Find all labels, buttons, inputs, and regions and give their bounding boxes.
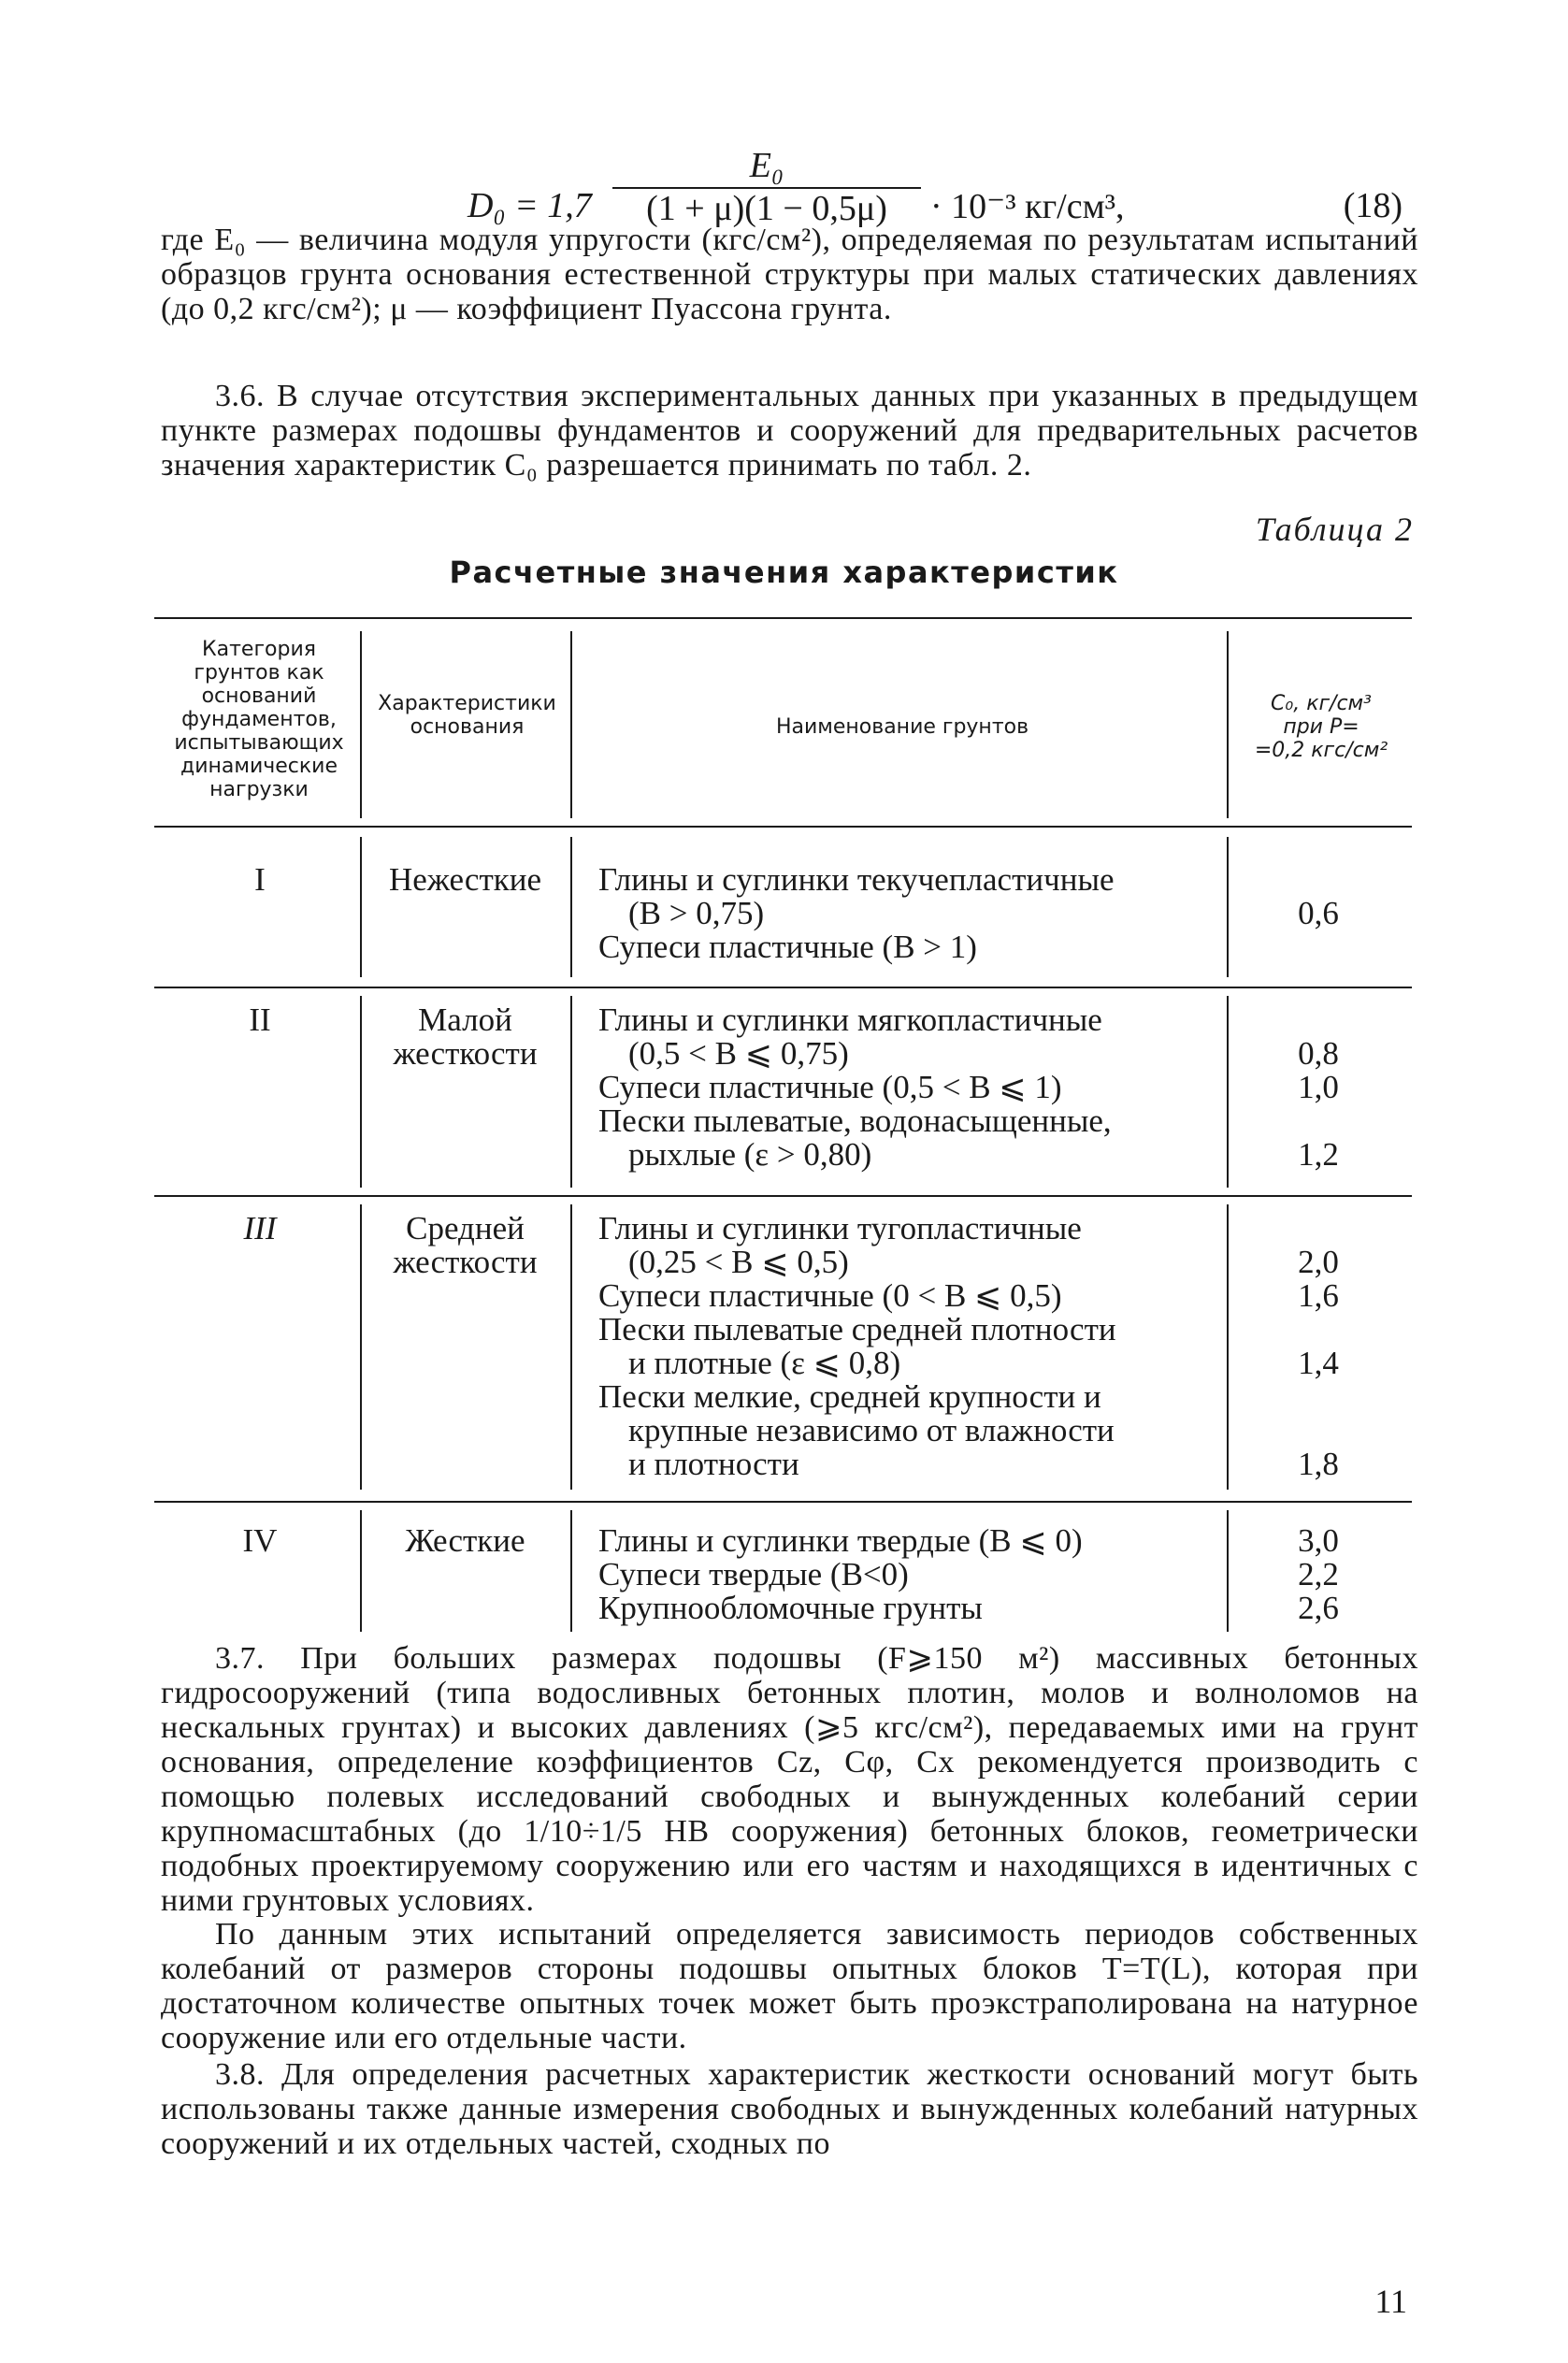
table-col-rule <box>570 996 572 1188</box>
table-col-rule <box>570 631 572 818</box>
page-number: 11 <box>1374 2283 1407 2320</box>
c0-value <box>1239 1414 1398 1448</box>
c0-value: 1,4 <box>1298 1345 1339 1381</box>
table-row-rule <box>154 987 1412 988</box>
table-title: Расчетные значения характеристик <box>449 555 1119 590</box>
soil-name: Супеси твердые (B<0) <box>598 1556 909 1592</box>
table-col-rule <box>570 1204 572 1490</box>
soil-name: (0,25 < B ⩽ 0,5) <box>628 1244 849 1280</box>
table-col-rule <box>1227 837 1229 977</box>
row-3-names <box>598 1212 1206 1481</box>
row-4-names <box>598 1524 1206 1625</box>
row-2-characteristic: Малой жесткости <box>393 1001 538 1072</box>
soil-name: (B > 0,75) <box>628 895 765 931</box>
table-number: Таблица 2 <box>1255 511 1414 548</box>
header-characteristic: Характеристики основания <box>378 692 556 739</box>
header-names: Наименование грунтов <box>775 715 1029 739</box>
c0-value: 0,6 <box>1298 895 1339 931</box>
row-2-names <box>598 1003 1206 1172</box>
c0-value <box>1239 1003 1398 1037</box>
c0-value: 1,8 <box>1298 1446 1339 1482</box>
paragraph-test-data: По данным этих испытаний определяется зависимость периодов собственных колебаний от размеров стороны подошвы опытных блоков T=T(L), которая при достаточном количестве опытных точек может быть проэкстраполирована на натурное сооружение или его отдельные части. <box>161 1917 1418 2055</box>
c0-value <box>1239 1212 1398 1246</box>
table-col-rule <box>360 996 362 1188</box>
row-4-category: IV <box>242 1522 278 1559</box>
table-top-rule <box>154 617 1412 619</box>
c0-value: 3,0 <box>1298 1522 1339 1559</box>
soil-name: Пески мелкие, средней крупности и <box>598 1378 1101 1415</box>
row-1-values <box>1239 897 1398 930</box>
row-2-category: II <box>249 1001 271 1038</box>
soil-name: Супеси пластичные (0 < B ⩽ 0,5) <box>598 1277 1062 1314</box>
c0-value: 1,0 <box>1298 1069 1339 1105</box>
soil-name: (0,5 < B ⩽ 0,75) <box>628 1035 849 1072</box>
soil-name: Глины и суглинки твердые (B ⩽ 0) <box>598 1522 1083 1559</box>
c0-value: 2,2 <box>1298 1556 1339 1592</box>
header-c0-line2: при P= <box>1283 715 1359 739</box>
row-1-names <box>598 863 1206 964</box>
row-3-values <box>1239 1212 1398 1481</box>
table-row-rule <box>154 1501 1412 1503</box>
row-4-values <box>1239 1524 1398 1625</box>
soil-name: Глины и суглинки тугопластичные <box>598 1210 1082 1246</box>
soil-name: и плотности <box>628 1446 799 1482</box>
c0-value: 2,6 <box>1298 1590 1339 1626</box>
row-3-category: III <box>243 1210 277 1246</box>
c0-value: 1,6 <box>1298 1277 1339 1314</box>
row-1-category: I <box>254 861 266 898</box>
soil-name: крупные независимо от влажности <box>628 1412 1115 1448</box>
table-col-rule <box>360 837 362 977</box>
formula-rhs: · 10⁻³ кг/см³, <box>930 187 1125 226</box>
soil-name: Глины и суглинки мягкопластичные <box>598 1001 1102 1038</box>
table-col-rule <box>1227 1510 1229 1632</box>
c0-value: 2,0 <box>1298 1244 1339 1280</box>
formula-fraction <box>612 146 921 228</box>
soil-name: Супеси пластичные (B > 1) <box>598 929 977 965</box>
soil-name: Пески пылеватые, водонасыщенные, <box>598 1102 1112 1139</box>
header-c0-line1: C₀, кг/см³ <box>1271 692 1372 715</box>
formula-denominator: (1 + μ)(1 − 0,5μ) <box>646 189 887 228</box>
row-4-characteristic: Жесткие <box>405 1522 525 1559</box>
c0-value <box>1239 1104 1398 1138</box>
table-col-rule <box>570 837 572 977</box>
row-3-characteristic: Средней жесткости <box>393 1210 538 1280</box>
soil-name: Супеси пластичные (0,5 < B ⩽ 1) <box>598 1069 1062 1105</box>
c0-value <box>1239 1313 1398 1347</box>
soil-name: Крупнообломочные грунты <box>598 1590 983 1626</box>
header-category: Категория грунтов как оснований фундаментов, испытывающих динамические нагрузки <box>174 638 344 801</box>
header-c0-line3: =0,2 кгс/см² <box>1254 739 1388 762</box>
soil-name: рыхлые (ε > 0,80) <box>628 1136 872 1173</box>
c0-value <box>1239 1380 1398 1414</box>
table-header-rule <box>154 826 1412 828</box>
row-1-characteristic: Нежесткие <box>388 861 542 898</box>
table-col-rule <box>1227 1204 1229 1490</box>
row-2-values <box>1239 1003 1398 1172</box>
table-row-rule <box>154 1195 1412 1197</box>
formula-number: (18) <box>1343 186 1403 225</box>
c0-value: 1,2 <box>1298 1136 1339 1173</box>
soil-name: Пески пылеватые средней плотности <box>598 1311 1116 1347</box>
paragraph-3-6: 3.6. В случае отсутствия экспериментальных данных при указанных в предыдущем пункте размерах подошвы фундаментов и сооружений для предварительных расчетов значения характеристик C₀ разрешается принимать по табл. 2. <box>161 379 1418 483</box>
soil-name: и плотные (ε ⩽ 0,8) <box>628 1345 901 1381</box>
table-col-rule <box>1227 631 1229 818</box>
c0-value: 0,8 <box>1298 1035 1339 1072</box>
paragraph-3-7: 3.7. При больших размерах подошвы (F⩾150 м²) массивных бетонных гидросооружений (типа водосливных бетонных плотин, молов и волноломов на нескальных грунтах) и высоких давлениях (⩾5 кгс/см²), передаваемых ими на грунт основания, определение коэффициентов Cz, Cφ, Cx рекомендуется производить с помощью полевых исследований свободных и вынужденных колебаний серии крупномасштабных (до 1/10÷1/5 НВ сооружения) бетонных блоков, геометрически подобных проектируемому сооружению или его частям и находящихся в идентичных с ними грунтовых условиях. <box>161 1641 1418 1918</box>
formula-numerator: E₀ <box>749 146 784 185</box>
header-c0 <box>1232 692 1410 762</box>
table-col-rule <box>1227 996 1229 1188</box>
table-col-rule <box>360 631 362 818</box>
paragraph-where: где E₀ — величина модуля упругости (кгс/см²), определяемая по результатам испытаний образцов грунта основания естественной структуры при малых статических давлениях (до 0,2 кгс/см²); μ — коэффициент Пуассона грунта. <box>161 223 1418 326</box>
table-col-rule <box>360 1204 362 1490</box>
paragraph-3-8: 3.8. Для определения расчетных характеристик жесткости оснований могут быть использованы также данные измерения свободных и вынужденных колебаний натурных сооружений и их отдельных частей, сходных по <box>161 2057 1418 2161</box>
table-col-rule <box>360 1510 362 1632</box>
table-col-rule <box>570 1510 572 1632</box>
formula-lhs: D₀ = 1,7 <box>468 186 592 225</box>
soil-name: Глины и суглинки текучепластичные <box>598 861 1115 898</box>
